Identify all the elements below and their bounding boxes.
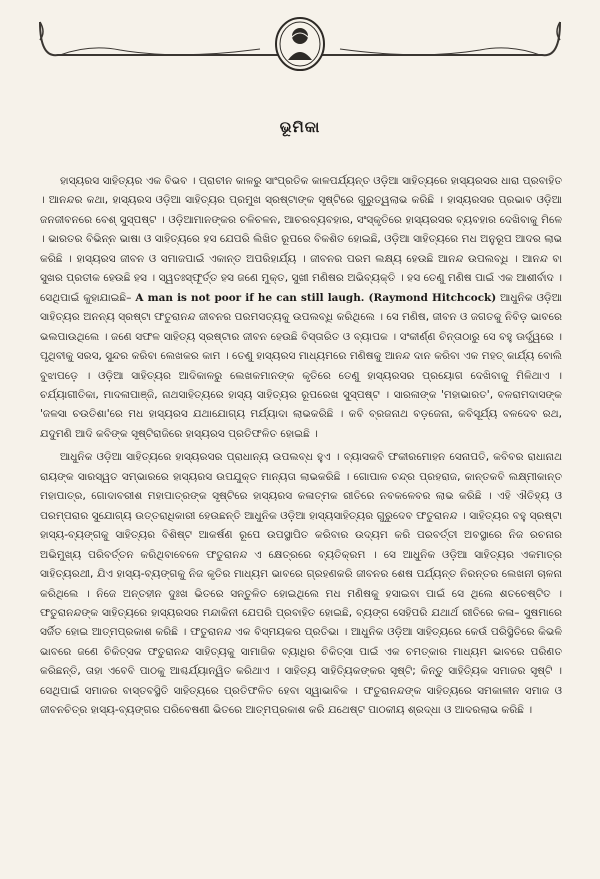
header-ornament <box>0 0 600 80</box>
portrait-medallion-icon <box>276 18 324 70</box>
paragraph-intro-text-before: ହାସ୍ୟରସ ସାହିତ୍ୟର ଏକ ବିଭବ । ପ୍ରାଚୀନ କାଳରୁ ସାଂପ୍ରତିକ କାଳପର୍ଯ୍ୟନ୍ତ ଓଡ଼ିଆ ସାହିତ୍ୟରେ ହାସ୍ୟରସର ଧାରା ପ୍ରବାହିତ । ଆନନ୍ଦର କଥା, ହାସ୍ୟରସ ଓଡ଼ିଆ ସାହିତ୍ୟର ପ୍ରମୁଖ ସ୍ରଷ୍ଟାଙ୍କ ସୃଷ୍ଟିରେ ଗୁରୁତ୍ୱଲାଭ କରିଛି । ହାସ୍ୟରସର ପ୍ରଭାବ ଓଡ଼ିଆ ଜନଜୀବନରେ ବେଶ୍ ସୁସ୍ପଷ୍ଟ । ଓଡ଼ିଆମାନଙ୍କର ଚଳିଚଳନ, ଆଚରବ୍ୟବହାର, ସଂସ୍କୃତିରେ ହାସ୍ୟରସର ବ୍ୟବହାର ଦେଖିବାକୁ ମିଳେ । ଭାରତର ବିଭିନ୍ନ ଭାଷା ଓ ସାହିତ୍ୟରେ ହସ ଯେପରି ଲିଖିତ ରୂପରେ ବିକଶିତ ହୋଇଛି, ଓଡ଼ିଆ ସାହିତ୍ୟରେ ମଧ ଅନୁରୂପ ଆଦର ଲାଭ କରିଛି । ହାସ୍ୟରସ ଜୀବନ ଓ ସମାଜପାଇଁ ଏକାନ୍ତ ଅପରିହାର୍ଯ୍ୟ । ଜୀବନର ପରମ ଲକ୍ଷ୍ୟ ହେଉଛି ଆନନ୍ଦ ଉପଲବ୍ଧି । ଆନନ୍ଦ ବା ସୁଖର ପ୍ରତୀକ ହେଉଛି ହସ । ସ୍ୱତଃସ୍ଫୂର୍ତ୍ତ ହସ ଜଣେ ମୁକ୍ତ, ସୁଖୀ ମଣିଷର ଅଭିବ୍ୟକ୍ତି । ହସ ତେଣୁ ମଣିଷ ପାଇଁ ଏକ ଆଶୀର୍ବାଦ । ସେଥିପାଇଁ କୁହାଯାଇଛି– <box>40 175 562 304</box>
paragraph-intro <box>40 172 562 444</box>
paragraph-modern <box>40 448 562 720</box>
body-text <box>40 172 562 721</box>
paragraph-modern-text: ଆଧୁନିକ ଓଡ଼ିଆ ସାହିତ୍ୟରେ ହାସ୍ୟରସର ପ୍ରାଧାନ୍ୟ ଉପଲବ୍ଧ ହୁଏ । ବ୍ୟାସକବି ଫକୀରମୋହନ ସେନାପତି, କବିବର ରାଧାନାଥ ରାୟଙ୍କ ସାରସ୍ୱତ ସମ୍ଭାରରେ ହାସ୍ୟରସ ଉପଯୁକ୍ତ ମାନ୍ୟତା ଲାଭକରିଛି । ଗୋପାଳ ଚନ୍ଦ୍ର ପ୍ରହରାଜ, କାନ୍ତକବି ଲକ୍ଷ୍ମୀକାନ୍ତ ମହାପାତ୍ର, ଗୋଦାବରୀଶ ମହାପାତ୍ରଙ୍କ ସୃଷ୍ଟିରେ ହାସ୍ୟରସ କଳାତ୍ମକ ରୀତିରେ ନବକଳେବର ଲାଭ କରିଛି । ଏହି ଐତିହ୍ୟ ଓ ପରମ୍ପରାର ସୁଯୋଗ୍ୟ ଉତ୍ତରାଧିକାରୀ ହେଉଛନ୍ତି ଆଧୁନିକ ଓଡ଼ିଆ ହାସ୍ୟସାହିତ୍ୟର ଗୁରୁଦେବ ଫତୁରାନନ୍ଦ । ସାହିତ୍ୟର ବହୁ ସ୍ରଷ୍ଟା ହାସ୍ୟ-ବ୍ୟଙ୍ଗକୁ ସାହିତ୍ୟର ବିଶିଷ୍ଟ ଆକର୍ଷଣ ରୂପେ ଉପସ୍ଥାପିତ କରିବାର ଉଦ୍ୟମ କରି ପରବର୍ତ୍ତୀ ଅବସ୍ଥାରେ ନିଜ ରଚନାର ଅଭିମୁଖ୍ୟ ପରିବର୍ତ୍ତନ କରିଥିବାବେଳେ ଫତୁରାନନ୍ଦ ଏ କ୍ଷେତ୍ରରେ ବ୍ୟତିକ୍ରମ । ସେ ଆଧୁନିକ ଓଡ଼ିଆ ସାହିତ୍ୟର ଏକମାତ୍ର ସାହିତ୍ୟରଥୀ, ଯିଏ ହାସ୍ୟ-ବ୍ୟଙ୍ଗକୁ ନିଜ କୃତିର ମାଧ୍ୟମ ଭାବରେ ଗ୍ରହଣକରି ଜୀବନର ଶେଷ ପର୍ଯ୍ୟନ୍ତ ନିରନ୍ତର ଲେଖନୀ ଚାଳନା କରିଥିଲେ । ନିଜେ ଅନ୍ତହୀନ ଦୁଃଖ ଭିତରେ ସନ୍ତୁଳିତ ହୋଇଥିଲେ ମଧ ମଣିଷକୁ ହସାଇବା ପାଇଁ ସେ ଥିଲେ ଶତଚେଷ୍ଟିତ । ଫତୁରାନନ୍ଦଙ୍କ ସାହିତ୍ୟରେ ହାସ୍ୟରସର ମନ୍ଦାକିନୀ ଯେପରି ପ୍ରବାହିତ ହୋଇଛି, ବ୍ୟଙ୍ଗ ସେହିପରି ଯଥାର୍ଥ ରୀତିରେ କଳା– ସୁଷମାରେ ସର୍ଜିତ ହୋଇ ଆତ୍ମପ୍ରକାଶ କରିଛି । ଫତୁରାନନ୍ଦ ଏକ ବିସ୍ମୟକର ପ୍ରତିଭା । ଆଧୁନିକ ଓଡ଼ିଆ ସାହିତ୍ୟରେ କେଉଁ ପରିସ୍ଥିତିରେ କିଭଳି ଭାବରେ ଜଣେ ଚିକିତ୍ସକ ଫତୁରାନନ୍ଦ ସାହିତ୍ୟକୁ ସାମାଜିକ ବ୍ୟାଧିର ଚିକିତ୍ସା ପାଇଁ ଏକ ଚମତ୍କାର ମାଧ୍ୟମ ଭାବରେ ପରିଣତ କରିଛନ୍ତି, ତାହା ଏବେବି ପାଠକୁ ଆଶ୍ଚର୍ଯ୍ୟାନ୍ୱିତ କରିଥାଏ । ସାହିତ୍ୟ ସାହିତ୍ୟିକଙ୍କର ସୃଷ୍ଟି; କିନ୍ତୁ ସାହିତ୍ୟିକ ସମାଜର ସୃଷ୍ଟି । ସେଥିପାଇଁ ସମାଜର ବାସ୍ତବସ୍ଥିତି ସାହିତ୍ୟରେ ପ୍ରତିଫଳିତ ହେବା ସ୍ୱାଭାବିକ । ଫତୁରାନନ୍ଦଙ୍କ ସାହିତ୍ୟରେ ସମକାଳୀନ ସମାଜ ଓ ଜୀବନଚିତ୍ର ହାସ୍ୟ-ବ୍ୟଙ୍ଗର ପରିବେଷଣୀ ଭିତରେ ଆତ୍ମପ୍ରକାଶ କରି ଯଥେଷ୍ଟ ପାଠକୀୟ ଶ୍ରଦ୍ଧା ଓ ଆଦରଲାଭ କରିଛି । <box>40 451 562 717</box>
english-quote: A man is not poor if he can still laugh. (Raymond Hitchcock) <box>135 291 497 304</box>
page-title: ଭୂମିକା <box>279 118 321 136</box>
paragraph-intro-text-after: ଆଧୁନିକ ଓଡ଼ିଆ ସାହିତ୍ୟର ଅନନ୍ୟ ସ୍ରଷ୍ଟା ଫତୁରାନନ୍ଦ ଜୀବନର ପରମସତ୍ୟକୁ ଉପଲବ୍ଧି କରିଥିଲେ । ସେ ମଣିଷ, ଜୀବନ ଓ ଜଗତକୁ ନିବିଡ଼ ଭାବରେ ଭଲପାଉଥିଲେ । ଜଣେ ସଫଳ ସାହିତ୍ୟ ସ୍ରଷ୍ଟାର ଜୀବନ ହେଉଛି ବିସ୍ତାରିତ ଓ ବ୍ୟାପକ । ସଂକୀର୍ଣ୍ଣ ଚିନ୍ତାଠାରୁ ସେ ବହୁ ଊର୍ଦ୍ଧ୍ୱରେ । ପୃଥିବୀକୁ ସରସ, ସୁନ୍ଦର କରିବା ଲେଖକର କାମ । ତେଣୁ ହାସ୍ୟରସ ମାଧ୍ୟମରେ ମଣିଷକୁ ଆନନ୍ଦ ଦାନ କରିବା ଏକ ମହତ୍ କାର୍ଯ୍ୟ ବୋଲି ବୁଝାପଡ଼େ । ଓଡ଼ିଆ ସାହିତ୍ୟର ଆଦିକାଳରୁ ଲେଖକମାନଙ୍କ କୃତିରେ ତେଣୁ ହାସ୍ୟରସର ପ୍ରୟୋଗ ଦେଖିବାକୁ ମିଳିଥାଏ । ଚର୍ଯ୍ୟାଗୀତିକା, ମାଦଳାପାଞ୍ଜି, ନାଥସାହିତ୍ୟରେ ହାସ୍ୟ ସାହିତ୍ୟର ରୂପରେଖ ସୁସ୍ପଷ୍ଟ । ସାରଳାଙ୍କ 'ମହାଭାରତ', ବଳରାମଦାସଙ୍କ 'ଜଳସା ଚଉତିଶା'ରେ ମଧ ହାସ୍ୟରସ ଯଥାଯୋଗ୍ୟ ମର୍ଯ୍ୟାଦା ଲାଭକରିଛି । କବି ବ୍ରଜନାଥ ବଡ଼ଜେନା, କବିସୂର୍ଯ୍ୟ ବଳଦେବ ରଥ, ଯଦୁମଣି ଆଦି କବିଙ୍କ ସୃଷ୍ଟିରାଜିରେ ହାସ୍ୟରସ ପ୍ରତିଫଳିତ ହୋଇଛି । <box>40 291 562 440</box>
